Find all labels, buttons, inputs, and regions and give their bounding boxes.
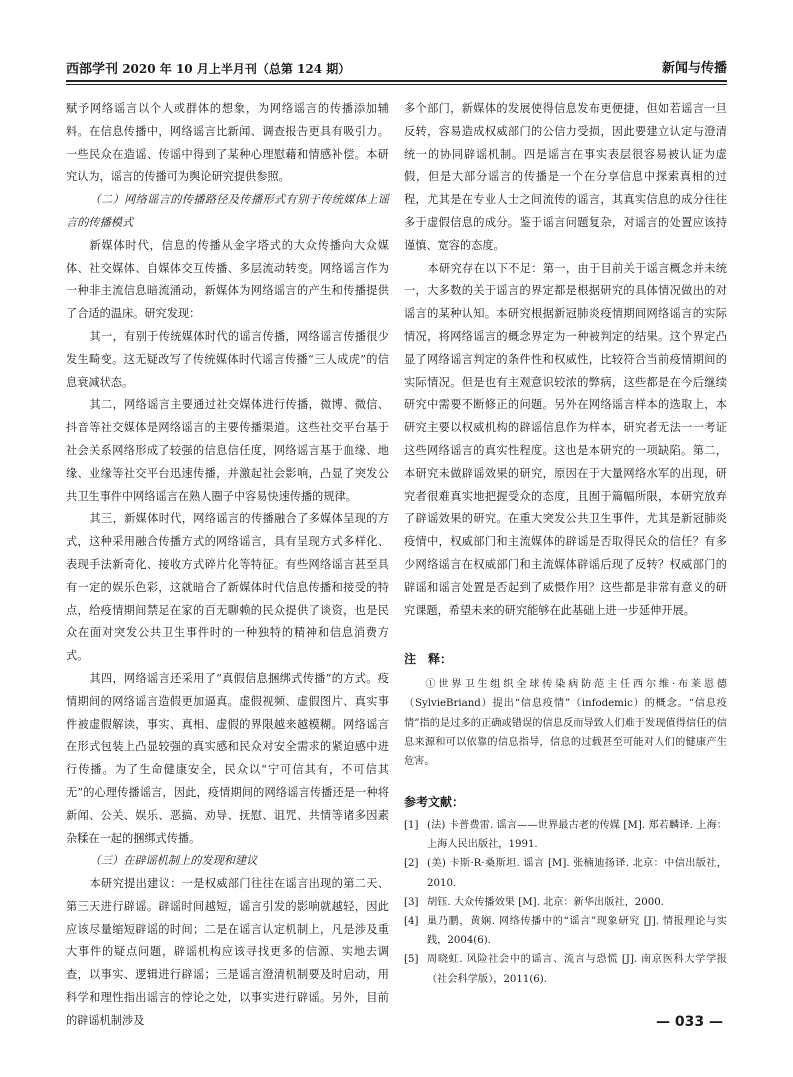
paragraph: 其四，网络谣言还采用了“真假信息捆绑式传播”的方式。疫情期间的网络谣言造假更加逼真。虚假视频、虚假图片、真实事件被虚假解读，事实、真相、虚假的界限越来越模糊。网络谣言在形式包装上凸显较强的真实感和民众对安全需求的紧迫感中进行传播。为了生命健康安全，民众以“宁可信其有，不可信其无”的心理传播谣言，因此，疫情期间的网络谣言传播还是一种将新闻、公关、娱乐、恶搞、劝导、抚慰、诅咒、共情等诸多因素杂糅在一起的捆绑式传播。	[66, 671, 389, 845]
journal-info	[66, 58, 350, 77]
reference-number: [5]	[404, 954, 419, 966]
header-rule-thin	[66, 84, 727, 85]
references-heading: 参考文献：	[404, 795, 465, 810]
reference-item	[404, 950, 727, 988]
page-number: — 033 —	[656, 1014, 723, 1030]
paragraph: 其二，网络谣言主要通过社交媒体进行传播，微博、微信、抖音等社交媒体是网络谣言的主要传播渠道。这些社交平台基于社会关系网络形成了较强的信息信任度，网络谣言基于血缘、地缘、业缘等社交平台迅速传播，并激起社会影响，凸显了突发公共卫生事件中网络谣言在熟人圈子中容易快速传播的规律。	[66, 398, 389, 503]
reference-text: 周晓虹. 风险社会中的谣言、流言与恐慌 [J]. 南京医科大学学报（社会科学版），2011(6).	[427, 954, 727, 985]
issue-info: 2020 年 10 月上半月刊（总第 124 期）	[122, 62, 351, 76]
reference-item	[404, 893, 727, 912]
notes-heading: 注 释：	[404, 652, 453, 667]
reference-number: [3]	[404, 896, 419, 908]
journal-logo: 西部学刊	[66, 62, 119, 77]
footnote: ①世界卫生组织全球传染病防范主任西尔维·布莱恩德（SylvieBriand）提出“信息疫情”（infodemic）的概念。“信息疫情”指的是过多的正确或错误的信息反而导致人们难于发现值得信任的信息来源和可以依靠的信息指导，信息的过载甚至可能对人们的健康产生危害。	[404, 679, 727, 767]
subheading: （二）网络谣言的传播路径及传播形式有别于传统媒体上谣言的传播模式	[66, 193, 389, 229]
header-rule	[66, 80, 727, 82]
left-column	[66, 98, 389, 1033]
right-column	[404, 98, 727, 989]
reference-item	[404, 854, 727, 892]
reference-number: [2]	[404, 858, 419, 870]
section-title: 新闻与传播	[661, 61, 727, 76]
reference-item	[404, 912, 727, 950]
paragraph: 本研究存在以下不足：第一，由于目前关于谣言概念并未统一，大多数的关于谣言的界定都是根据研究的具体情况做出的对谣言的某种认知。本研究根据新冠肺炎疫情期间网络谣言的实际情况，将网络谣言的概念界定为一种被判定的结果。这个界定凸显了网络谣言判定的条件性和权威性，比较符合当前疫情期间的实际情况。但是也有主观意识较浓的弊病，这些都是在今后继续研究中需要不断修正的问题。另外在网络谣言样本的选取上，本研究主要以权威机构的辟谣信息作为样本，研究者无法一一考证这些网络谣言的真实性程度。这也是本研究的一项缺陷。第二，本研究未做辟谣效果的研究，原因在于大量网络水军的出现，研究者很难真实地把握受众的态度，且囿于篇幅所限，本研究放弃了辟谣效果的研究。在重大突发公共卫生事件，尤其是新冠肺炎疫情中，权威部门和主流媒体的辟谣是否取得民众的信任？有多少网络谣言在权威部门和主流媒体辟谣后现了反转？权威部门的辟谣和谣言处置是否起到了威慑作用？这些都是非常有意义的研究课题，希望未来的研究能够在此基础上进一步延伸开展。	[404, 261, 727, 617]
paragraph: 新媒体时代，信息的传播从金字塔式的大众传播向大众媒体、社交媒体、自媒体交互传播、多层流动转变。网络谣言作为一种非主流信息暗流涌动，新媒体为网络谣言的产生和传播提供了合适的温床。研究发现：	[66, 238, 389, 321]
paragraph: 本研究提出建议：一是权威部门往往在谣言出现的第二天、第三天进行辟谣。辟谣时间越短，谣言引发的影响就越轻，因此应该尽量缩短辟谣的时间；二是在谣言认定机制上，凡是涉及重大事件的疑点问题，辟谣机构应该寻找更多的信源、实地去调查，以事实、逻辑进行辟谣；三是谣言澄清机制要及时启动，用科学和理性指出谣言的悖论之处，以事实进行辟谣。另外，目前的辟谣机制涉及	[66, 877, 389, 1027]
paragraph: 赋予网络谣言以个人或群体的想象，为网络谣言的传播添加辅料。在信息传播中，网络谣言比新闻、调查报告更具有吸引力。一些民众在造谣、传谣中得到了某种心理慰藉和情感补偿。本研究认为，谣言的传播可为舆论研究提供参照。	[66, 102, 389, 184]
reference-text: (法) 卡普费雷. 谣言——世界最古老的传媒 [M]. 郑若麟译. 上海：上海人民出版社，1991.	[427, 819, 727, 851]
paragraph: 多个部门，新媒体的发展使得信息发布更便捷，但如若谣言一旦反转，容易造成权威部门的公信力受损，因此要建立认定与澄清统一的协同辟谣机制。四是谣言在事实表层很容易被认证为虚假，但是大部分谣言的传播是一个在分享信息中探索真相的过程，尤其是在专业人士之间流传的谣言，其真实信息的成分往往多于虚假信息的成分。鉴于谣言问题复杂，对谣言的处置应该持谨慎、宽容的态度。	[404, 102, 727, 252]
reference-text: 胡钰. 大众传播效果 [M]. 北京：新华出版社，2000.	[427, 896, 664, 908]
paragraph: 其一，有别于传统媒体时代的谣言传播，网络谣言传播很少发生畸变。这无疑改写了传统媒体时代谣言传播“三人成虎”的信息衰减状态。	[66, 329, 389, 389]
reference-item	[404, 816, 727, 854]
reference-number: [4]	[404, 915, 419, 927]
paragraph: 其三，新媒体时代，网络谣言的传播融合了多媒体呈现的方式，这种采用融合传播方式的网络谣言，具有呈现方式多样化、表现手法新奇化、接收方式碎片化等特征。有些网络谣言甚至具有一定的娱乐色彩，这就暗合了新媒体时代信息传播和接受的特点，给疫情期间禁足在家的百无聊赖的民众提供了谈资，也是民众在面对突发公共卫生事件时的一种独特的精神和信息消费方式。	[66, 512, 389, 663]
page-header	[66, 52, 727, 82]
reference-text: (美) 卡斯·R·桑斯坦. 谣言 [M]. 张楠迪扬译. 北京：中信出版社，2010.	[427, 858, 727, 889]
subheading: （三）在辟谣机制上的发现和建议	[89, 854, 258, 868]
reference-number: [1]	[404, 819, 419, 831]
reference-text: 巢乃鹏，黄娴. 网络传播中的“谣言”现象研究 [J]. 情报理论与实践，2004(6).	[427, 915, 727, 947]
